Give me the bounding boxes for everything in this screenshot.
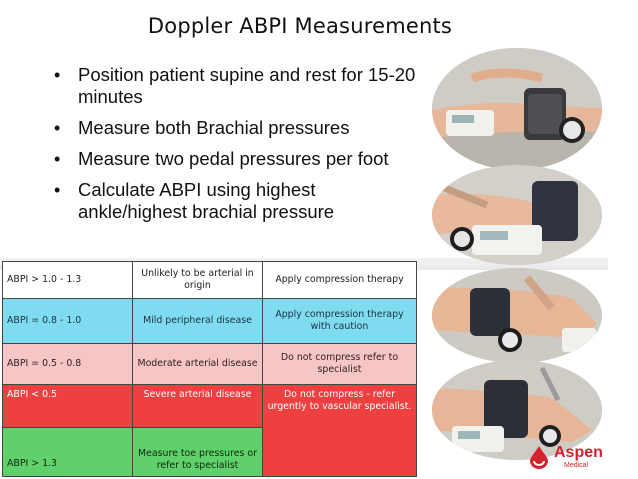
bullet-icon: • (54, 180, 61, 200)
bullet-icon: • (54, 65, 61, 85)
arm-cuff-doppler-photo (432, 48, 602, 170)
bullet-text: Calculate ABPI using highest ankle/highest brachial pressure (78, 179, 335, 222)
bullet-item (50, 148, 420, 170)
abpi-range-cell: ABPI > 1.3 (3, 428, 133, 477)
abpi-description-cell: Measure toe pressures or refer to specialist (133, 428, 263, 477)
table-row (3, 344, 417, 385)
table-row (3, 385, 417, 428)
bullet-icon: • (54, 118, 61, 138)
abpi-action-cell: Apply compression therapy (263, 262, 417, 299)
bullet-item (50, 179, 420, 223)
abpi-range-cell: ABPI > 1.0 - 1.3 (3, 262, 133, 299)
abpi-action-cell: Apply compression therapy with caution (263, 299, 417, 344)
bullet-text: Measure both Brachial pressures (78, 117, 350, 138)
table-row (3, 262, 417, 299)
abpi-action-cell: Do not compress refer to specialist (263, 344, 417, 385)
logo-drop-icon (528, 445, 550, 469)
bullet-text: Measure two pedal pressures per foot (78, 148, 389, 169)
abpi-range-cell: ABPI = 0.5 - 0.8 (3, 344, 133, 385)
arm-cuff-probe-photo (432, 165, 602, 265)
bullet-icon: • (54, 149, 61, 169)
bullet-text: Position patient supine and rest for 15-20 minutes (78, 64, 416, 107)
abpi-description-cell: Unlikely to be arterial in origin (133, 262, 263, 299)
bullet-list (50, 64, 420, 232)
abpi-table (2, 261, 417, 477)
logo-sub: Medical (564, 462, 589, 469)
ankle-doppler-photo (432, 268, 602, 363)
abpi-description-cell: Mild peripheral disease (133, 299, 263, 344)
slide-title: Doppler ABPI Measurements (147, 14, 453, 38)
abpi-description-cell: Severe arterial disease (133, 385, 263, 428)
aspen-medical-logo (528, 443, 628, 473)
table-row (3, 299, 417, 344)
abpi-description-cell: Moderate arterial disease (133, 344, 263, 385)
abpi-action-cell: Do not compress - refer urgently to vascular specialist. (263, 385, 417, 477)
abpi-range-cell: ABPI = 0.8 - 1.0 (3, 299, 133, 344)
bullet-item (50, 64, 420, 108)
abpi-range-cell: ABPI < 0.5 (3, 385, 133, 428)
bullet-item (50, 117, 420, 139)
logo-name: Aspen (554, 444, 603, 461)
